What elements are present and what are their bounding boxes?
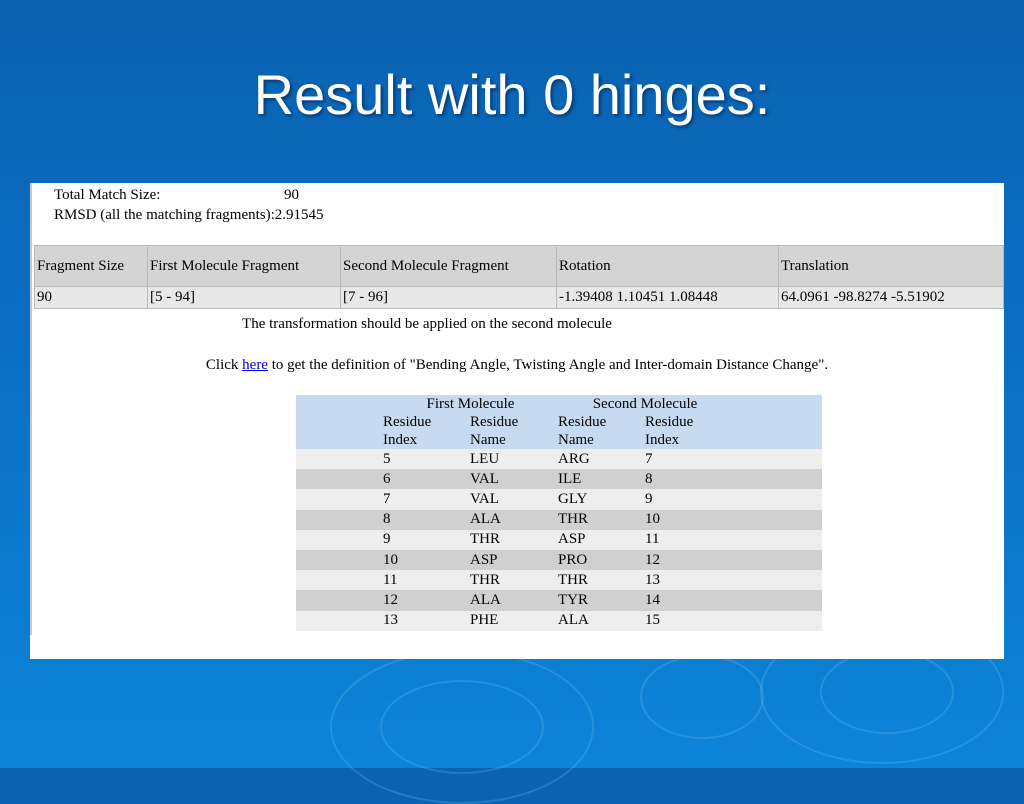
result-panel xyxy=(30,183,1004,659)
table-row: 12 ALA TYR 14 xyxy=(296,590,822,610)
col-first-residue-index: Residue Index xyxy=(383,414,432,448)
table-row: 6 VAL ILE 8 xyxy=(296,469,822,489)
table-row: 10 ASP PRO 12 xyxy=(296,550,822,570)
match-size-label: Total Match Size: xyxy=(54,187,161,203)
col-first-molecule-fragment: First Molecule Fragment xyxy=(148,246,341,287)
col-fragment-size: Fragment Size xyxy=(35,246,148,287)
transformation-note: The transformation should be applied on the second molecule xyxy=(242,316,612,332)
match-size-row xyxy=(54,185,324,205)
table-row xyxy=(35,287,1004,309)
residue-group-header xyxy=(296,395,822,413)
table-row: 11 THR THR 13 xyxy=(296,570,822,590)
col-rotation: Rotation xyxy=(557,246,779,287)
rotation-cell: -1.39408 1.10451 1.08448 xyxy=(557,287,779,309)
definition-prefix: Click xyxy=(205,357,243,373)
col-second-molecule-fragment: Second Molecule Fragment xyxy=(341,246,557,287)
background-ripple xyxy=(640,655,764,739)
col-second-residue-name: Residue Name xyxy=(558,414,607,448)
match-size-value: 90 xyxy=(284,187,299,203)
first-molecule-header: First Molecule xyxy=(426,396,515,412)
panel-divider xyxy=(30,183,32,635)
definition-link[interactable]: here xyxy=(242,357,268,373)
rmsd-row xyxy=(54,205,324,225)
col-first-residue-name: Residue Name xyxy=(470,414,519,448)
fragment-size-cell: 90 xyxy=(35,287,148,309)
background-ripple xyxy=(820,650,954,734)
fragment-table xyxy=(34,245,1004,309)
first-fragment-cell: [5 - 94] xyxy=(148,287,341,309)
rmsd-value: 2.91545 xyxy=(274,207,324,223)
background-ripple xyxy=(380,680,544,774)
slide-title: Result with 0 hinges: xyxy=(253,63,771,126)
col-second-residue-index: Residue Index xyxy=(645,414,694,448)
col-translation: Translation xyxy=(779,246,1004,287)
fragment-table-header xyxy=(35,246,1004,287)
table-row: 8 ALA THR 10 xyxy=(296,510,822,530)
table-row: 5 LEU ARG 7 xyxy=(296,449,822,469)
translation-cell: 64.0961 -98.8274 -5.51902 xyxy=(779,287,1004,309)
match-summary xyxy=(54,185,324,225)
table-row: 9 THR ASP 11 xyxy=(296,530,822,550)
second-fragment-cell: [7 - 96] xyxy=(341,287,557,309)
table-row: 13 PHE ALA 15 xyxy=(296,611,822,631)
definition-suffix: to get the definition of "Bending Angle, Twisting Angle and Inter-domain Distance Change". xyxy=(267,357,829,373)
residue-column-header xyxy=(296,413,822,449)
second-molecule-header: Second Molecule xyxy=(592,396,698,412)
rmsd-label: RMSD (all the matching fragments): xyxy=(54,207,275,223)
residue-table xyxy=(296,395,822,631)
definition-note xyxy=(30,357,1004,374)
table-row: 7 VAL GLY 9 xyxy=(296,489,822,509)
